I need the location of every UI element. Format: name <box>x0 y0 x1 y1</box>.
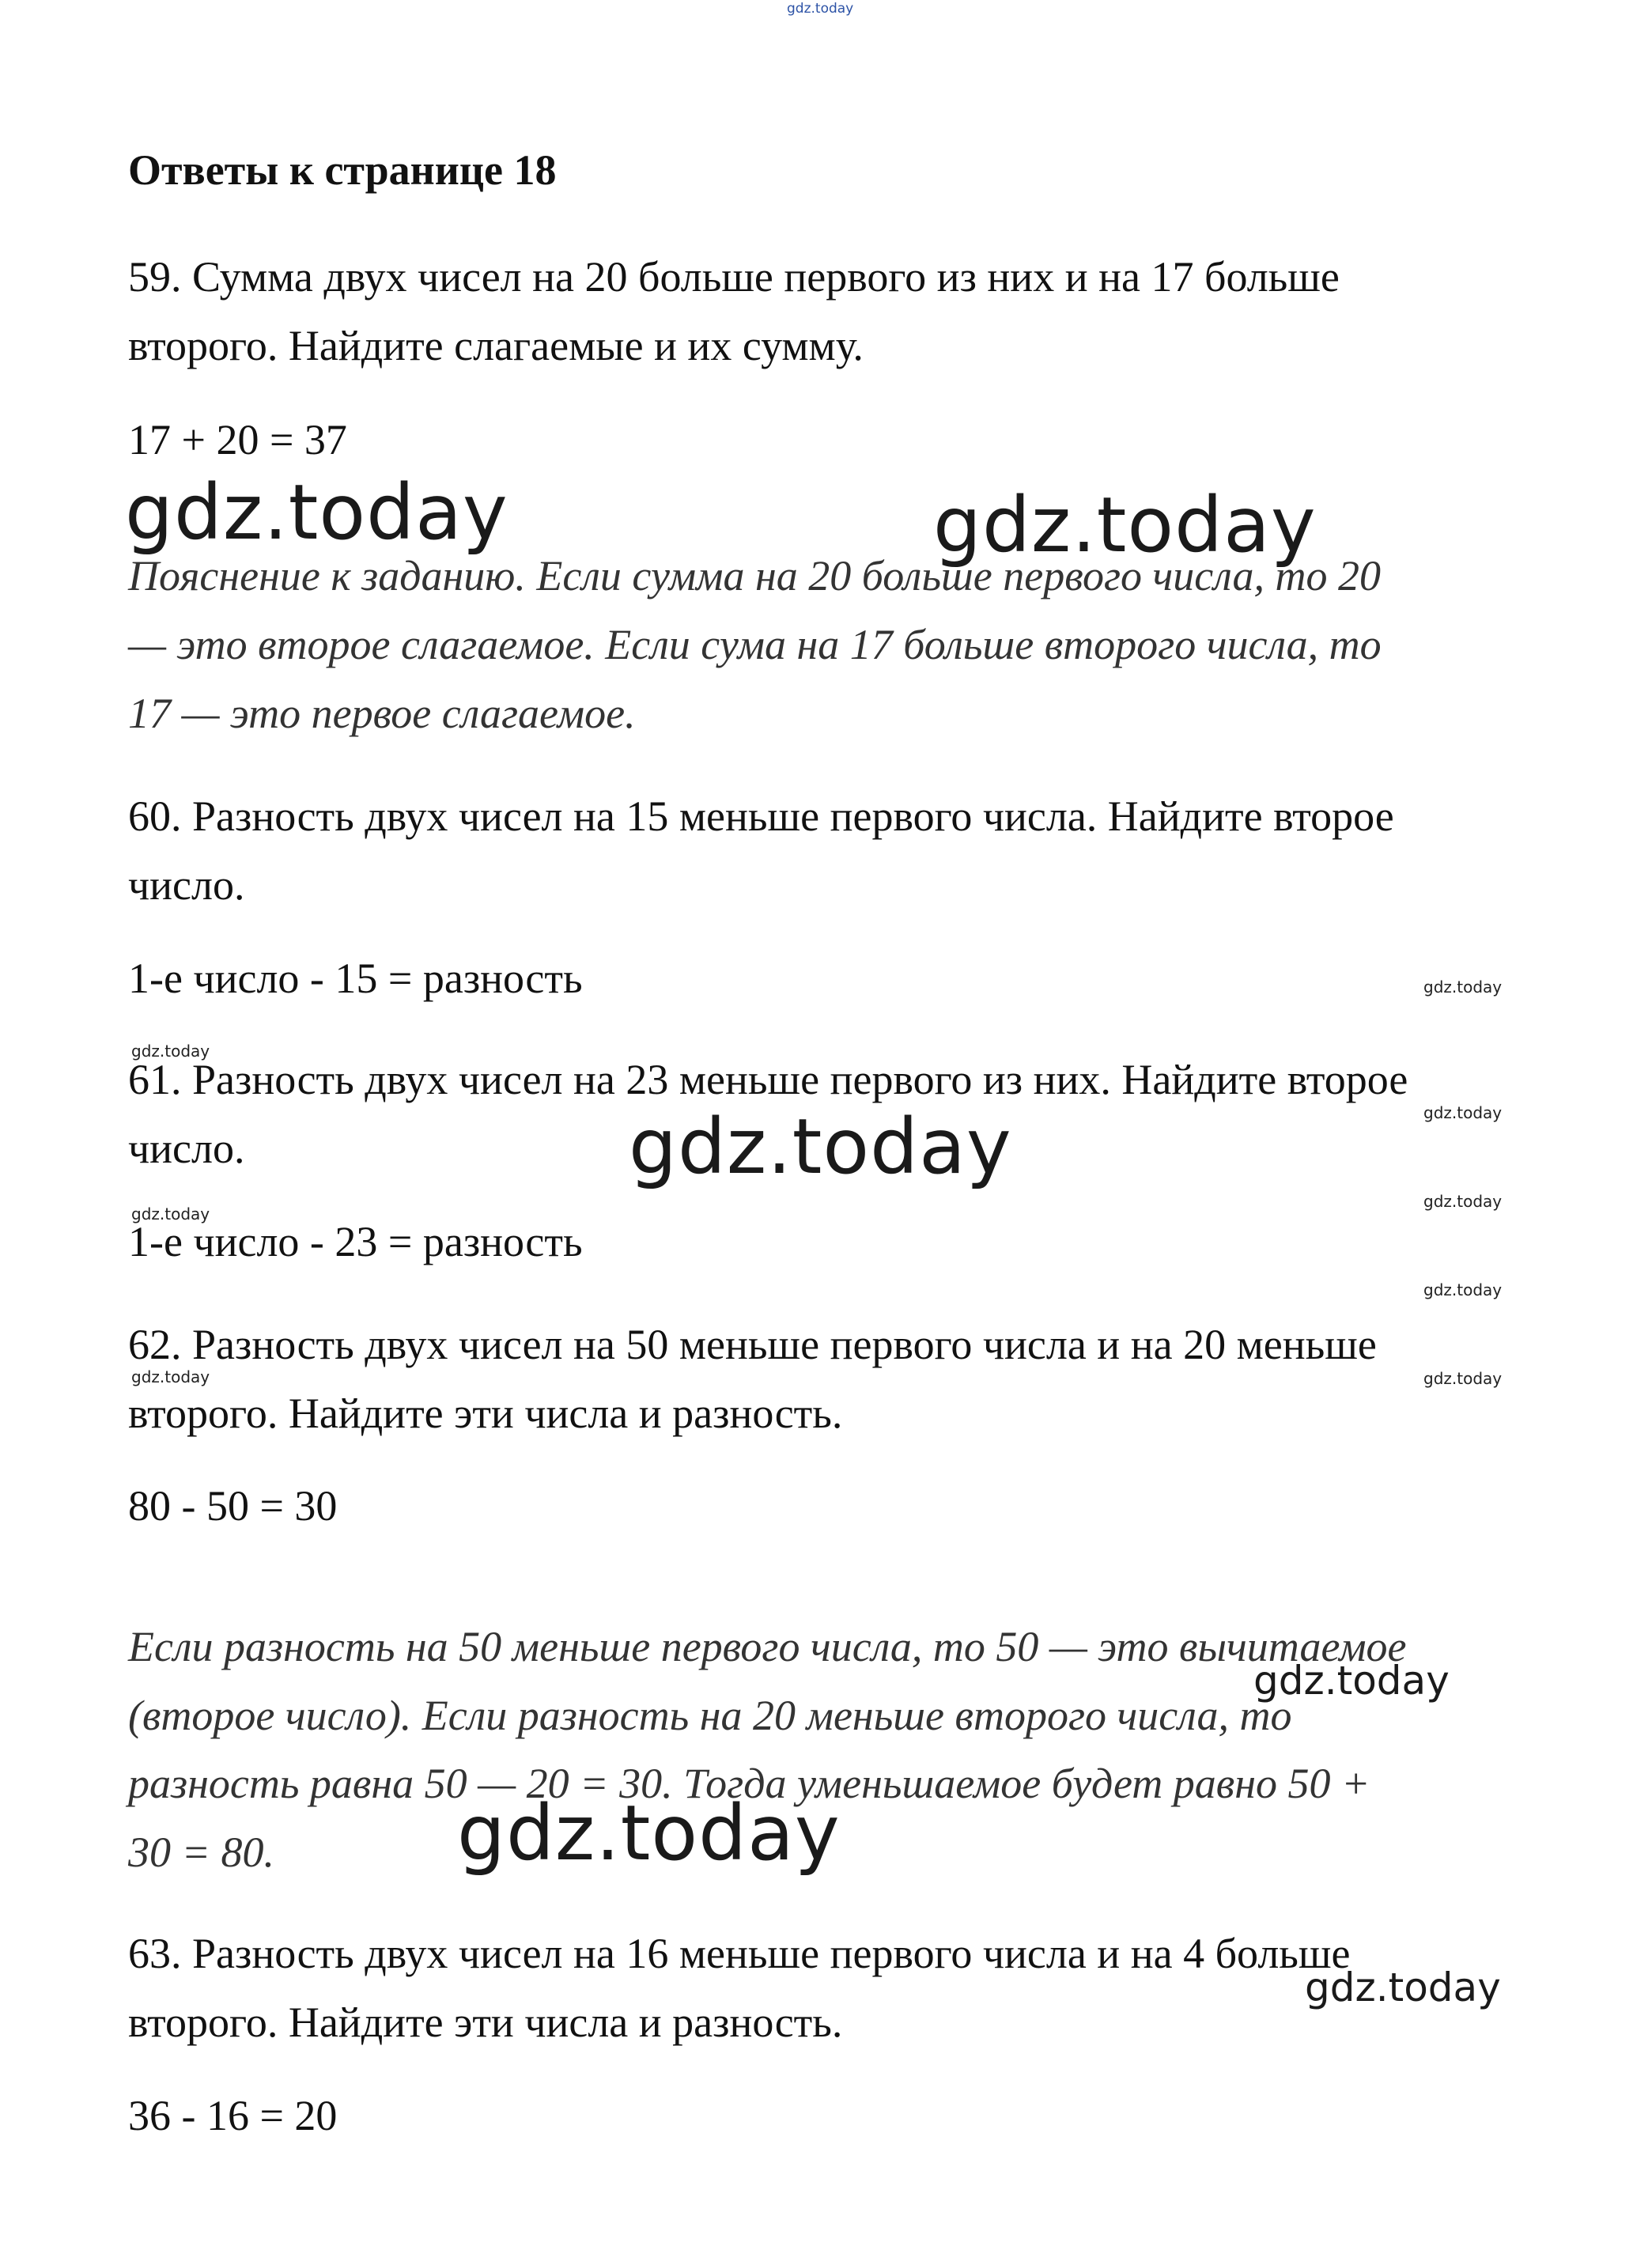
watermark-small-4: gdz.today <box>131 1205 210 1223</box>
task-60-line-2: число. <box>128 861 245 909</box>
task-62-explanation-2: (второе число). Если разность на 20 меньше второго числа, то <box>128 1692 1292 1739</box>
task-60-line-1: 60. Разность двух чисел на 15 меньше первого числа. Найдите второе <box>128 792 1394 840</box>
task-59-line-1: 59. Сумма двух чисел на 20 больше первого из них и на 17 больше <box>128 253 1340 301</box>
task-61-answer: 1-е число - 23 = разность <box>128 1218 583 1265</box>
task-59-explanation-3: 17 — это первое слагаемое. <box>128 690 636 737</box>
task-61-line-2: число. <box>128 1125 245 1172</box>
watermark-small-7: gdz.today <box>131 1367 210 1386</box>
task-62-explanation-1: Если разность на 50 меньше первого числа, то 50 — это вычитаемое <box>128 1623 1407 1670</box>
page-title: Ответы к странице 18 <box>128 146 557 194</box>
watermark-small-5: gdz.today <box>1423 1192 1503 1211</box>
watermark-small-6: gdz.today <box>1423 1280 1503 1299</box>
task-63-line-2: второго. Найдите эти числа и разность. <box>128 1999 843 2046</box>
task-62-line-2: второго. Найдите эти числа и разность. <box>128 1390 843 1437</box>
task-61-line-1: 61. Разность двух чисел на 23 меньше первого из них. Найдите второе <box>128 1056 1408 1103</box>
task-62-explanation-3: разность равна 50 — 20 = 30. Тогда уменьшаемое будет равно 50 + <box>128 1760 1370 1807</box>
watermark-large-3: gdz.today <box>629 1102 1012 1191</box>
watermark-large-4: gdz.today <box>457 1789 841 1878</box>
task-62-line-1: 62. Разность двух чисел на 50 меньше первого числа и на 20 меньше <box>128 1321 1377 1368</box>
task-59-explanation-1: Пояснение к заданию. Если сумма на 20 больше первого числа, то 20 <box>128 552 1381 599</box>
watermark-large-2: gdz.today <box>933 481 1317 569</box>
task-63-answer: 36 - 16 = 20 <box>128 2092 338 2139</box>
watermark-medium-1: gdz.today <box>1253 1658 1450 1704</box>
watermark-large-1: gdz.today <box>125 468 508 557</box>
task-62-explanation-4: 30 = 80. <box>128 1829 274 1876</box>
watermark-small-3: gdz.today <box>1423 1103 1503 1122</box>
watermark-top: gdz.today <box>787 1 854 17</box>
task-63-line-1: 63. Разность двух чисел на 16 меньше первого числа и на 4 больше <box>128 1930 1351 1977</box>
task-59-answer: 17 + 20 = 37 <box>128 416 347 463</box>
watermark-small-8: gdz.today <box>1423 1369 1503 1388</box>
watermark-medium-2: gdz.today <box>1305 1965 1501 2010</box>
task-59-line-2: второго. Найдите слагаемые и их сумму. <box>128 322 864 369</box>
task-59-explanation-2: — это второе слагаемое. Если сума на 17 больше второго числа, то <box>128 621 1382 668</box>
watermark-small-2: gdz.today <box>131 1042 210 1061</box>
task-60-answer: 1-е число - 15 = разность <box>128 955 583 1002</box>
task-62-answer: 80 - 50 = 30 <box>128 1482 338 1530</box>
watermark-small-1: gdz.today <box>1423 978 1503 997</box>
